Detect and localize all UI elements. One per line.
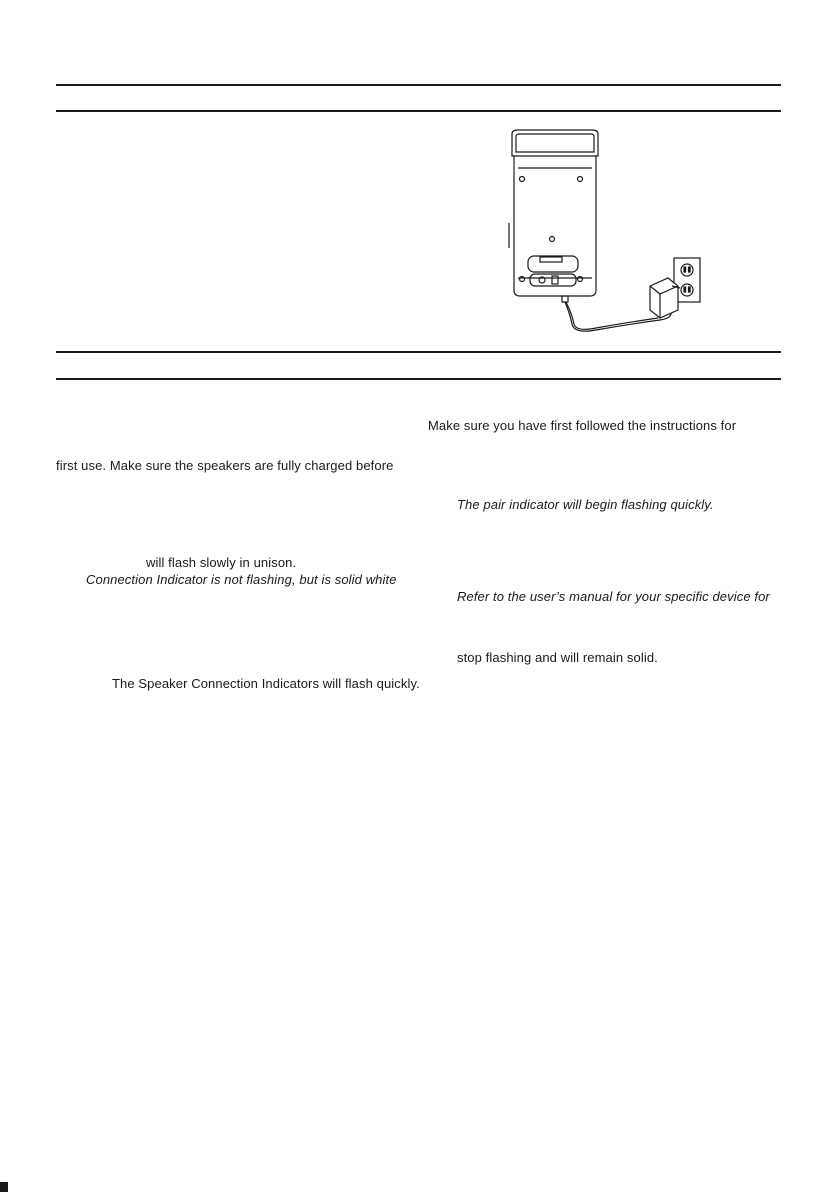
right-line-3-italic: Refer to the user’s manual for your specific device for xyxy=(457,589,770,604)
right-line-2-italic: The pair indicator will begin flashing quickly. xyxy=(457,497,714,512)
right-line-4: stop flashing and will remain solid. xyxy=(457,650,658,665)
left-line-2: will flash slowly in unison. xyxy=(146,555,297,570)
section-rule-top-1 xyxy=(56,84,781,86)
speaker-back-icon xyxy=(509,130,671,331)
left-line-1: first use. Make sure the speakers are fully charged before xyxy=(56,458,394,473)
section-rule-mid-1 xyxy=(56,351,781,353)
page-corner-mark xyxy=(0,1182,8,1192)
speaker-adapter-illustration xyxy=(500,128,740,338)
section-rule-top-2 xyxy=(56,110,781,112)
power-adapter-icon xyxy=(650,278,680,318)
left-line-4: The Speaker Connection Indicators will flash quickly. xyxy=(112,676,420,691)
section-rule-mid-2 xyxy=(56,378,781,380)
right-line-1: Make sure you have first followed the instructions for xyxy=(428,418,737,433)
left-line-3-italic: Connection Indicator is not flashing, but is solid white xyxy=(86,572,397,587)
